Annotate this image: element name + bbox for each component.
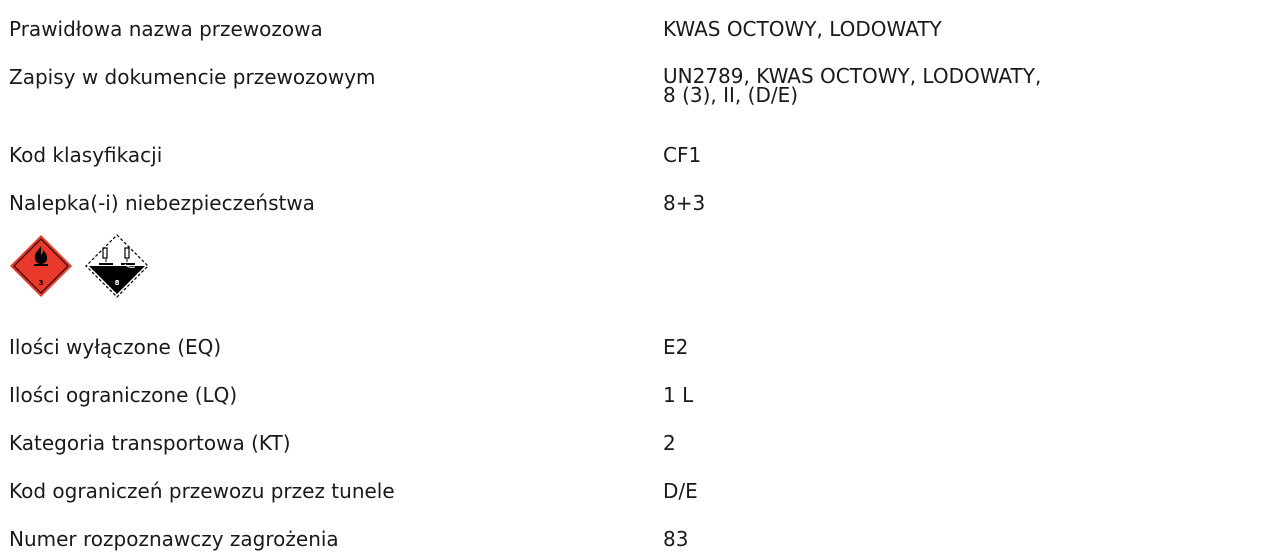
row-value: KWAS OCTOWY, LODOWATY bbox=[663, 17, 942, 41]
row-label: Zapisy w dokumencie przewozowym bbox=[9, 65, 376, 89]
row-value: CF1 bbox=[663, 143, 702, 167]
hazard-label-images bbox=[9, 234, 149, 298]
row-value: E2 bbox=[663, 335, 689, 359]
row-label: Ilości wyłączone (EQ) bbox=[9, 335, 222, 359]
row-label: Ilości ograniczone (LQ) bbox=[9, 383, 238, 407]
row-label: Kategoria transportowa (KT) bbox=[9, 431, 291, 455]
row-label: Kod ograniczeń przewozu przez tunele bbox=[9, 479, 395, 503]
row-value: 2 bbox=[663, 431, 676, 455]
row-value: 1 L bbox=[663, 383, 694, 407]
row-value: UN2789, KWAS OCTOWY, LODOWATY, 8 (3), II, (D/​E) bbox=[663, 64, 1042, 107]
flammable-liquid-class-3-icon bbox=[9, 234, 73, 298]
corrosive-class-8-icon bbox=[85, 234, 149, 298]
row-label: Numer rozpoznawczy zagrożenia bbox=[9, 527, 339, 551]
row-value: 8+3 bbox=[663, 191, 706, 215]
row-value: 83 bbox=[663, 527, 689, 551]
hazard-class-number: 8 bbox=[114, 279, 120, 287]
row-label: Nalepka(-i) niebezpieczeństwa bbox=[9, 191, 315, 215]
row-value: D/E bbox=[663, 479, 698, 503]
hazard-class-number: 3 bbox=[38, 279, 44, 287]
row-label: Prawidłowa nazwa przewozowa bbox=[9, 17, 323, 41]
row-label: Kod klasyfikacji bbox=[9, 143, 163, 167]
